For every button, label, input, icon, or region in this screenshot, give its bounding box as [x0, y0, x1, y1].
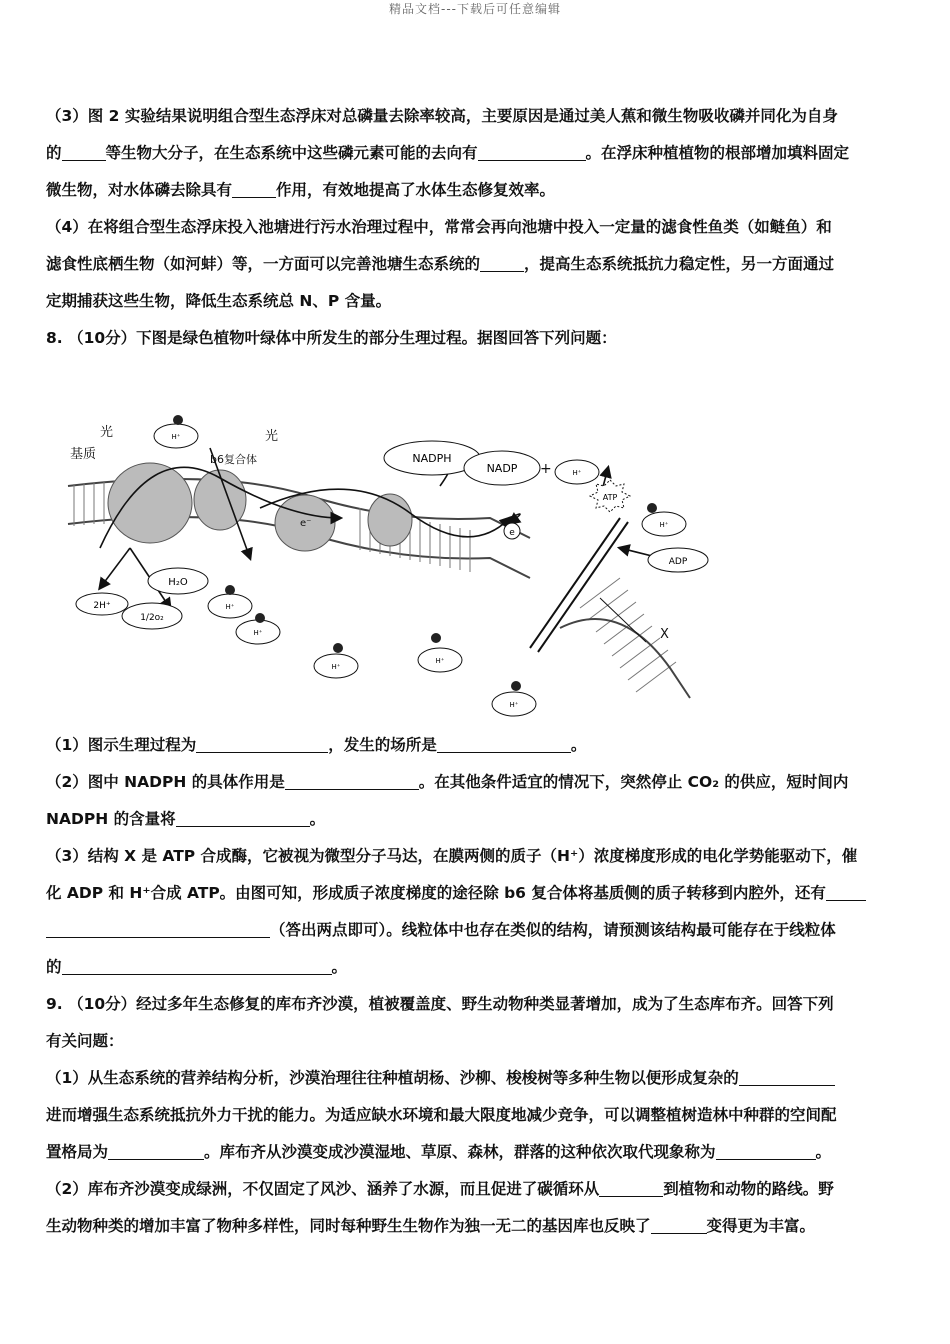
- question-9-1: [46, 1060, 906, 1097]
- answer-blank[interactable]: [826, 884, 866, 901]
- nadp-label: NADP: [486, 462, 518, 475]
- proton-label: H⁺: [253, 629, 263, 637]
- paragraph: [46, 949, 906, 986]
- text: 滤食性底栖生物（如河蚌）等，一方面可以完善池塘生态系统的: [46, 255, 481, 273]
- paragraph: [46, 246, 906, 283]
- nadp-bubble: [464, 451, 540, 485]
- text: NADPH 的含量将: [46, 810, 176, 828]
- paragraph: [46, 172, 906, 209]
- adp-bubble: [648, 548, 708, 572]
- text: 置格局为: [46, 1143, 109, 1161]
- text: 。: [815, 1143, 832, 1161]
- atp-label: ATP: [602, 493, 618, 502]
- answer-blank[interactable]: [739, 1069, 835, 1086]
- electron-e-label: e: [509, 528, 515, 538]
- paragraph: [46, 1134, 906, 1171]
- question-9-2: [46, 1171, 906, 1208]
- answer-blank[interactable]: [478, 144, 586, 161]
- text: （2）库布齐沙漠变成绿洲，不仅固定了风沙、涵养了水源，而且促进了碳循环从: [46, 1180, 600, 1198]
- adp-label: ADP: [668, 557, 688, 567]
- text: 变得更为丰富。: [706, 1217, 816, 1235]
- plus-sign: +: [540, 461, 552, 477]
- text: （2）图中 NADPH 的具体作用是: [46, 773, 285, 791]
- light-label: 光: [265, 429, 279, 444]
- h2o-bubble: [148, 568, 208, 594]
- text: （3）结构 X 是 ATP 合成酶，它被视为微型分子马达，在膜两侧的质子（H⁺）浓度梯度形成的电化学势能驱动下，催: [46, 847, 858, 865]
- answer-blank[interactable]: [716, 1143, 816, 1160]
- answer-blank[interactable]: [480, 255, 524, 272]
- electron-label: e⁻: [300, 518, 312, 529]
- text: 进而增强生态系统抵抗外力干扰的能力。为适应缺水环境和最大限度地减少竞争，可以调整植树造林中种群的空间配: [46, 1106, 837, 1124]
- proton-label: H⁺: [331, 663, 341, 671]
- paragraph: [46, 1097, 906, 1134]
- text: （1）从生态系统的营养结构分析，沙漠治理往往种植胡杨、沙柳、梭梭树等多种生物以便形成复杂的: [46, 1069, 739, 1087]
- answer-blank[interactable]: [285, 773, 419, 790]
- text: 9. （10分）经过多年生态修复的库布齐沙漠，植被覆盖度、野生动物种类显著增加，成为了生态库布齐。回答下列: [46, 995, 834, 1013]
- text: （3）图 2 实验结果说明组合型生态浮床对总磷量去除率较高，主要原因是通过美人蕉和微生物吸收磷并同化为自身: [46, 107, 838, 125]
- chloroplast-light-reaction-diagram: [60, 408, 720, 728]
- answer-blank[interactable]: [651, 1217, 707, 1234]
- paragraph: [46, 135, 906, 172]
- electron-e: [504, 523, 520, 539]
- question-8-2: [46, 764, 906, 801]
- text: 微生物，对水体磷去除具有: [46, 181, 233, 199]
- paragraph: [46, 1208, 906, 1245]
- half-o2-label: 1/2o₂: [140, 613, 164, 623]
- text: （1）图示生理过程为: [46, 736, 197, 754]
- text: 定期捕获这些生物，降低生态系统总 N、P 含量。: [46, 292, 392, 310]
- text: 。: [309, 810, 326, 828]
- paragraph: [46, 912, 906, 949]
- paragraph: [46, 283, 906, 320]
- text: 。: [331, 958, 348, 976]
- paragraph: [46, 875, 906, 912]
- text: 生动物种类的增加丰富了物种多样性，同时每种野生生物作为独一无二的基因库也反映了: [46, 1217, 651, 1235]
- proton-label: H⁺: [171, 433, 181, 441]
- proton-label: H⁺: [509, 701, 519, 709]
- proton-label: H⁺: [225, 603, 235, 611]
- nadph-label: NADPH: [412, 452, 452, 465]
- answer-blank[interactable]: [108, 1143, 204, 1160]
- text: 化 ADP 和 H⁺合成 ATP。由图可知，形成质子浓度梯度的途径除 b6 复合体将基质侧的质子转移到内腔外，还有: [46, 884, 826, 902]
- proton-label: H⁺: [659, 521, 669, 529]
- paragraph: [46, 98, 906, 135]
- question-9: [46, 986, 906, 1023]
- document-body-continued: [46, 727, 906, 1245]
- answer-blank[interactable]: [176, 810, 310, 827]
- atp-synthase-x: [530, 518, 646, 652]
- proton-label: H⁺: [435, 657, 445, 665]
- stroma-label: 基质: [70, 447, 97, 462]
- half-o2-bubble: [122, 603, 182, 629]
- text: 作用，有效地提高了水体生态修复效率。: [276, 181, 556, 199]
- text: 8. （10分）下图是绿色植物叶绿体中所发生的部分生理过程。据图回答下列问题：: [46, 329, 617, 347]
- question-8: [46, 320, 906, 357]
- answer-blank[interactable]: [437, 736, 571, 753]
- text: 的: [46, 958, 62, 976]
- light-label: 光: [100, 425, 114, 440]
- text: 。库布齐从沙漠变成沙漠湿地、草原、森林，群落的这种依次取代现象称为: [204, 1143, 716, 1161]
- text: 有关问题：: [46, 1032, 124, 1050]
- answer-blank[interactable]: [46, 921, 270, 938]
- page-header: 精品文档---下载后可任意编辑: [389, 2, 561, 16]
- text: 到植物和动物的路线。野: [663, 1180, 834, 1198]
- question-8-3: [46, 838, 906, 875]
- b6-complex-label: b6复合体: [210, 453, 257, 466]
- h2o-label: H₂O: [168, 577, 188, 588]
- answer-blank[interactable]: [62, 958, 332, 975]
- text: ，提高生态系统抵抗力稳定性，另一方面通过: [524, 255, 835, 273]
- paragraph: [46, 801, 906, 838]
- answer-blank[interactable]: [196, 736, 328, 753]
- document-body: [46, 98, 906, 357]
- text: 。在其他条件适宜的情况下，突然停止 CO₂ 的供应，短时间内: [418, 773, 849, 791]
- text: 的: [46, 144, 62, 162]
- answer-blank[interactable]: [62, 144, 106, 161]
- text: ，发生的场所是: [328, 736, 437, 754]
- text: 。在浮床种植植物的根部增加填料固定: [585, 144, 850, 162]
- answer-blank[interactable]: [232, 181, 276, 198]
- paragraph: [46, 209, 906, 246]
- structure-x-label: X: [660, 627, 669, 642]
- proton-label: H⁺: [572, 469, 582, 477]
- text: （4）在将组合型生态浮床投入池塘进行污水治理过程中，常常会再向池塘中投入一定量的滤食性鱼类（如鲢鱼）和: [46, 218, 832, 236]
- text: 等生物大分子，在生态系统中这些磷元素可能的去向有: [105, 144, 478, 162]
- atp-starburst: [590, 480, 630, 512]
- paragraph: [46, 1023, 906, 1060]
- answer-blank[interactable]: [599, 1180, 663, 1197]
- question-8-1: [46, 727, 906, 764]
- two-h-bubble: [76, 593, 128, 615]
- two-h-label: 2H⁺: [93, 601, 111, 611]
- text: 。: [570, 736, 587, 754]
- text: （答出两点即可）。线粒体中也存在类似的结构，请预测该结构最可能存在于线粒体: [270, 921, 836, 939]
